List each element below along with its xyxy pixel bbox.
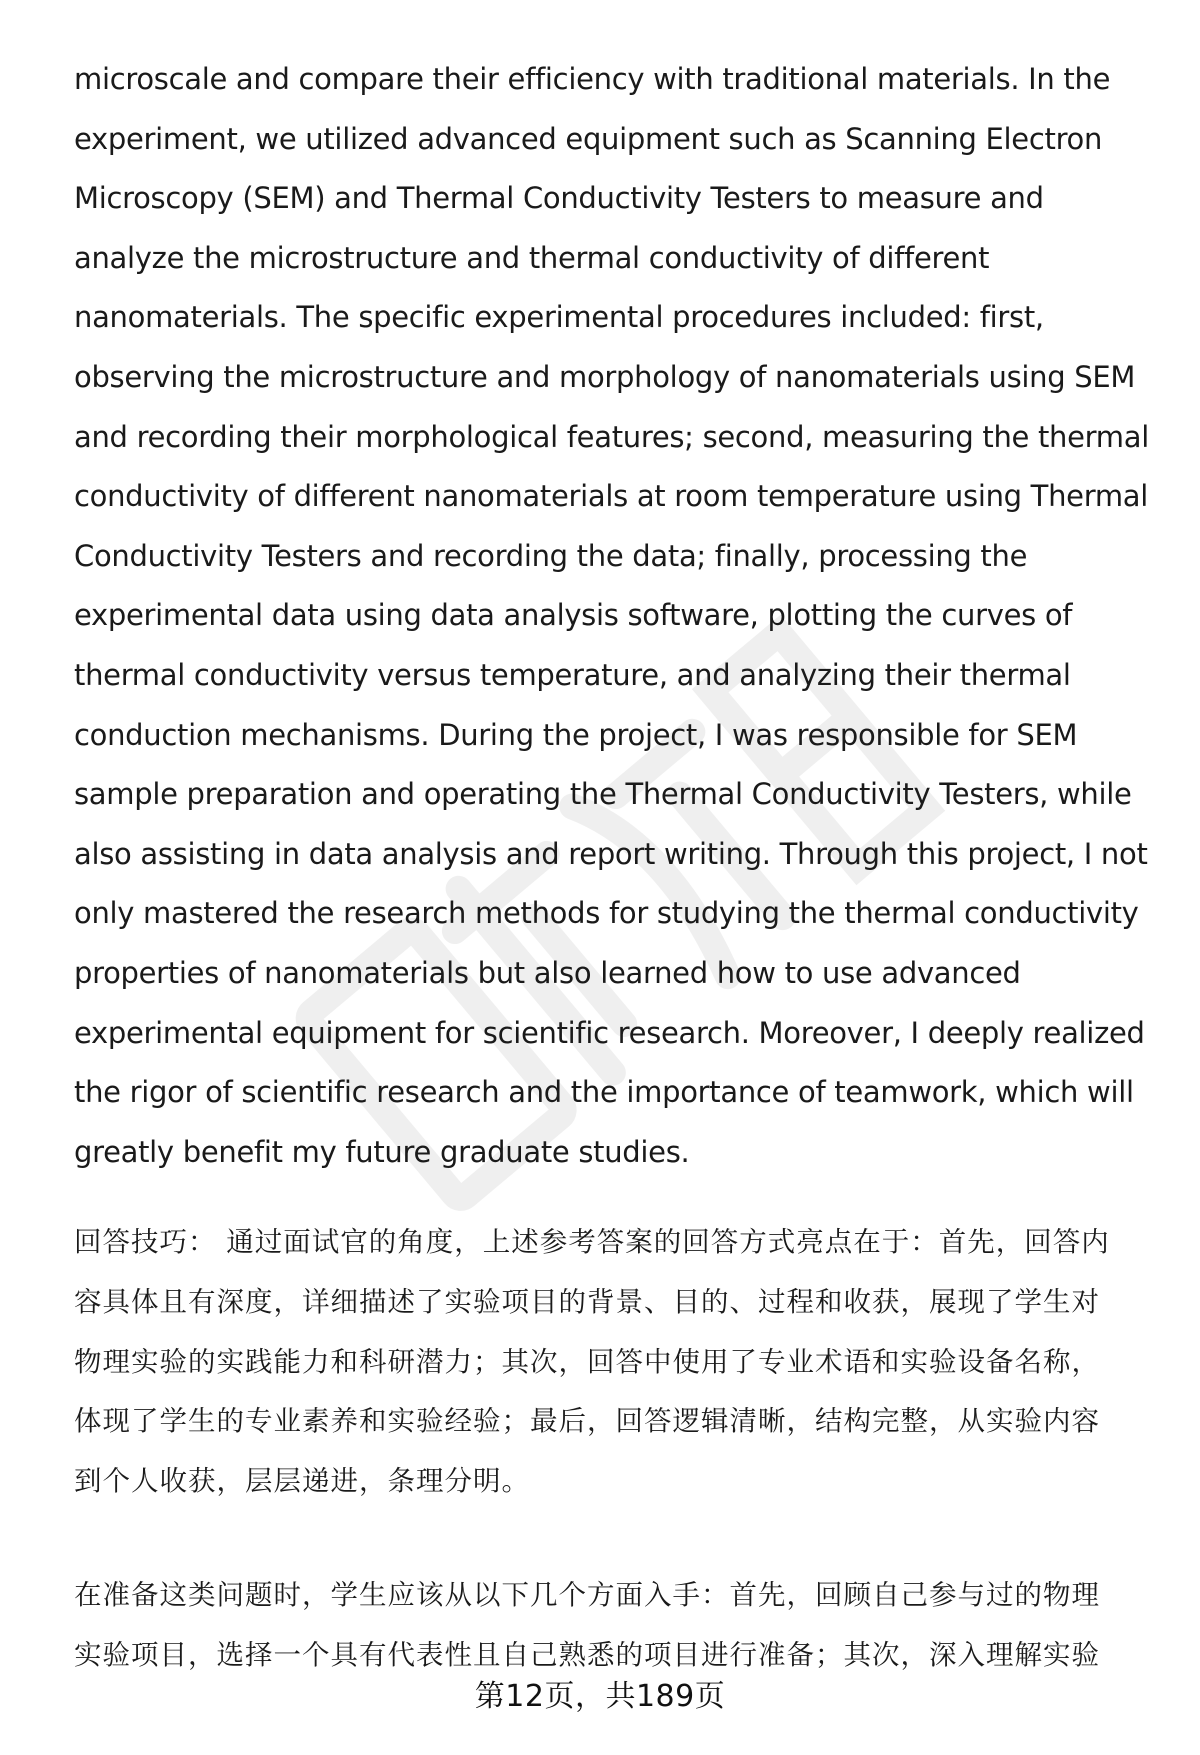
text-line: experimental equipment for scientific research. Moreover, I deeply realized	[74, 1015, 1145, 1050]
page-number-footer: 第12页，共189页	[474, 1679, 726, 1714]
text-line: 容具体且有深度，详细描述了实验项目的背景、目的、过程和收获，展现了学生对	[74, 1285, 1100, 1318]
text-line: thermal conductivity versus temperature, and analyzing their thermal	[74, 657, 1071, 692]
text-line: Microscopy (SEM) and Thermal Conductivity Testers to measure and	[74, 181, 1044, 216]
text-line: analyze the microstructure and thermal conductivity of different	[74, 240, 990, 275]
text-line: 到个人收获，层层递进，条理分明。	[74, 1465, 530, 1498]
text-line: experiment, we utilized advanced equipment such as Scanning Electron	[74, 121, 1103, 156]
text-line: sample preparation and operating the Thermal Conductivity Testers, while	[74, 777, 1132, 812]
text-line: experimental data using data analysis software, plotting the curves of	[74, 598, 1073, 633]
text-line: nanomaterials. The specific experimental procedures included: first,	[74, 300, 1044, 335]
text-line: conductivity of different nanomaterials at room temperature using Thermal	[74, 479, 1149, 514]
preparation-paragraph	[74, 1566, 1154, 1686]
text-line: 实验项目，选择一个具有代表性且自己熟悉的项目进行准备；其次，深入理解实验	[74, 1638, 1100, 1671]
text-line: and recording their morphological features; second, measuring the thermal	[74, 419, 1149, 454]
text-line: greatly benefit my future graduate studies.	[74, 1134, 690, 1169]
text-line: observing the microstructure and morphology of nanomaterials using SEM	[74, 359, 1136, 394]
text-line: the rigor of scientific research and the importance of teamwork, which will	[74, 1075, 1134, 1110]
text-line: only mastered the research methods for studying the thermal conductivity	[74, 896, 1139, 931]
text-line: also assisting in data analysis and report writing. Through this project, I not	[74, 836, 1148, 871]
answer-tips-paragraph	[74, 1213, 1154, 1512]
text-line: 体现了学生的专业素养和实验经验；最后，回答逻辑清晰，结构完整，从实验内容	[74, 1405, 1100, 1438]
text-line: Conductivity Testers and recording the data; finally, processing the	[74, 538, 1028, 573]
text-line: conduction mechanisms. During the project, I was responsible for SEM	[74, 717, 1078, 752]
text-line: microscale and compare their efficiency with traditional materials. In the	[74, 62, 1111, 96]
text-line: 回答技巧： 通过面试官的角度，上述参考答案的回答方式亮点在于：首先，回答内	[74, 1226, 1110, 1258]
text-line: 在准备这类问题时，学生应该从以下几个方面入手：首先，回顾自己参与过的物理	[74, 1579, 1100, 1611]
english-answer-paragraph	[74, 50, 1154, 1182]
text-line: 物理实验的实践能力和科研潜力；其次，回答中使用了专业术语和实验设备名称，	[74, 1345, 1100, 1378]
text-line: properties of nanomaterials but also learned how to use advanced	[74, 955, 1021, 990]
